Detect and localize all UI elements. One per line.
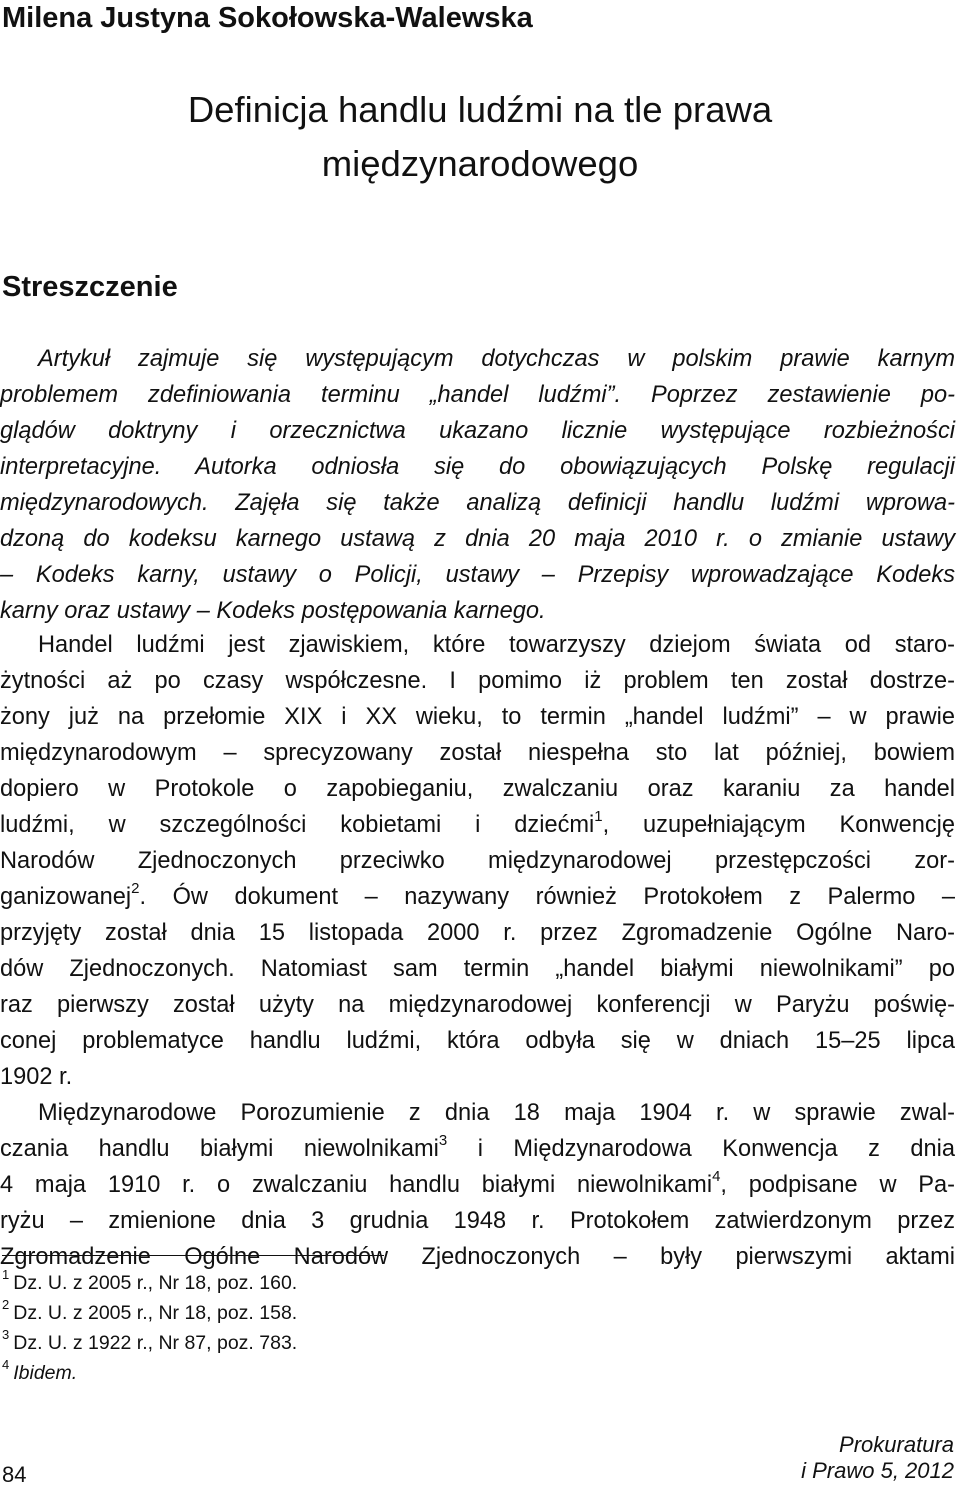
abstract-line: karny oraz ustawy – Kodeks postępowania karnego. bbox=[0, 598, 546, 624]
body-line bbox=[0, 1167, 955, 1203]
author-name: Milena Justyna Sokołowska-Walewska bbox=[2, 2, 533, 34]
body-line: międzynarodowym – sprecyzowany został niespełna sto lat później, bowiem bbox=[0, 740, 955, 766]
body-line bbox=[0, 879, 955, 915]
title-line-1: Definicja handlu ludźmi na tle prawa bbox=[187, 89, 773, 130]
body-line: ryżu – zmienione dnia 3 grudnia 1948 r. Protokołem zatwierdzonym przez bbox=[0, 1208, 955, 1234]
body-line: raz pierwszy został użyty na międzynarodowej konferencji w Paryżu poświę- bbox=[0, 992, 955, 1018]
body-line: conej problematyce handlu ludźmi, która odbyła się w dniach 15–25 lipca bbox=[0, 1028, 955, 1054]
body-text-segment: czania handlu białymi niewolnikami bbox=[0, 1136, 439, 1162]
body-line: Narodów Zjednoczonych przeciwko międzynarodowej przestępczości zor- bbox=[0, 848, 955, 874]
abstract-line: – Kodeks karny, ustawy o Policji, ustawy – Przepisy wprowadzające Kodeks bbox=[0, 562, 955, 588]
journal-footer bbox=[801, 1432, 954, 1484]
journal-name: Prokuratura bbox=[839, 1432, 954, 1457]
body-text-segment: , podpisane w Pa- bbox=[720, 1172, 956, 1198]
footnote-reference[interactable]: 1 bbox=[594, 808, 603, 826]
body-line: żytności aż po czasy współczesne. I pomimo iż problem ten został dostrze- bbox=[0, 668, 955, 694]
footnote bbox=[2, 1328, 297, 1358]
body-text-segment: . Ów dokument – nazywany również Protokołem z Palermo – bbox=[139, 884, 955, 910]
body-line bbox=[0, 807, 955, 843]
body-line: Zgromadzenie Ogólne Narodów Zjednoczonych – były pierwszymi aktami bbox=[0, 1244, 955, 1270]
body-text-segment: i Międzynarodowa Konwencja z dnia bbox=[447, 1136, 955, 1162]
abstract-line: interpretacyjne. Autorka odniosła się do obowiązujących Polskę regulacji bbox=[0, 454, 955, 480]
footnote-text: Dz. U. z 2005 r., Nr 18, poz. 158. bbox=[13, 1302, 298, 1324]
body-text-segment: , uzupełniającym Konwencję bbox=[602, 812, 955, 838]
footnote-reference[interactable]: 2 bbox=[131, 880, 140, 898]
footnote-reference[interactable]: 3 bbox=[438, 1132, 448, 1150]
body-line: Handel ludźmi jest zjawiskiem, które towarzyszy dziejom świata od staro- bbox=[38, 632, 955, 658]
body-line: Międzynarodowe Porozumienie z dnia 18 maja 1904 r. w sprawie zwal- bbox=[38, 1100, 955, 1126]
article-title bbox=[0, 83, 960, 191]
body-line: żony już na przełomie XIX i XX wieku, to termin „handel ludźmi” – w prawie bbox=[0, 704, 955, 730]
footnote-number: 2 bbox=[2, 1296, 10, 1312]
body-line: dopiero w Protokole o zapobieganiu, zwalczaniu oraz karaniu za handel bbox=[0, 776, 955, 802]
abstract-text bbox=[0, 341, 955, 629]
abstract-line: glądów doktryny i orzecznictwa ukazano licznie występujące rozbieżności bbox=[0, 418, 955, 444]
footnote-text: Ibidem. bbox=[13, 1362, 78, 1384]
body-text-segment: 4 maja 1910 r. o zwalczaniu handlu białymi niewolnikami bbox=[0, 1172, 713, 1198]
footnote bbox=[2, 1298, 297, 1328]
footnote-separator bbox=[2, 1255, 384, 1256]
footnote bbox=[2, 1358, 297, 1388]
footnote-text: Dz. U. z 1922 r., Nr 87, poz. 783. bbox=[13, 1332, 298, 1354]
abstract-line: dzoną do kodeksu karnego ustawą z dnia 20 maja 2010 r. o zmianie ustawy bbox=[0, 526, 955, 552]
footnote-number: 3 bbox=[2, 1326, 10, 1342]
abstract-line: międzynarodowych. Zajęła się także analizą definicji handlu ludźmi wprowa- bbox=[0, 490, 955, 516]
title-line-2: międzynarodowego bbox=[321, 143, 639, 184]
footnote-number: 4 bbox=[2, 1356, 10, 1372]
body-line bbox=[0, 1131, 955, 1167]
footnote-text: Dz. U. z 2005 r., Nr 18, poz. 160. bbox=[13, 1272, 298, 1294]
footnote bbox=[2, 1268, 297, 1298]
footnote-reference[interactable]: 4 bbox=[712, 1168, 721, 1186]
body-line: przyjęty został dnia 15 listopada 2000 r. przez Zgromadzenie Ogólne Naro- bbox=[0, 920, 955, 946]
body-line: 1902 r. bbox=[0, 1064, 73, 1090]
abstract-line: problemem zdefiniowania terminu „handel ludźmi”. Poprzez zestawienie po- bbox=[0, 382, 955, 408]
abstract-heading: Streszczenie bbox=[2, 271, 178, 303]
footnotes bbox=[2, 1268, 297, 1388]
footnote-number: 1 bbox=[2, 1266, 10, 1282]
page-number: 84 bbox=[2, 1462, 27, 1487]
body-line: dów Zjednoczonych. Natomiast sam termin „handel białymi niewolnikami” po bbox=[0, 956, 955, 982]
body-text-segment: ludźmi, w szczególności kobietami i dziećmi bbox=[0, 812, 595, 838]
abstract-line: Artykuł zajmuje się występującym dotychczas w polskim prawie karnym bbox=[38, 346, 955, 372]
body-text bbox=[0, 627, 955, 1275]
body-text-segment: ganizowanej bbox=[0, 884, 132, 910]
journal-issue: i Prawo 5, 2012 bbox=[801, 1458, 954, 1483]
